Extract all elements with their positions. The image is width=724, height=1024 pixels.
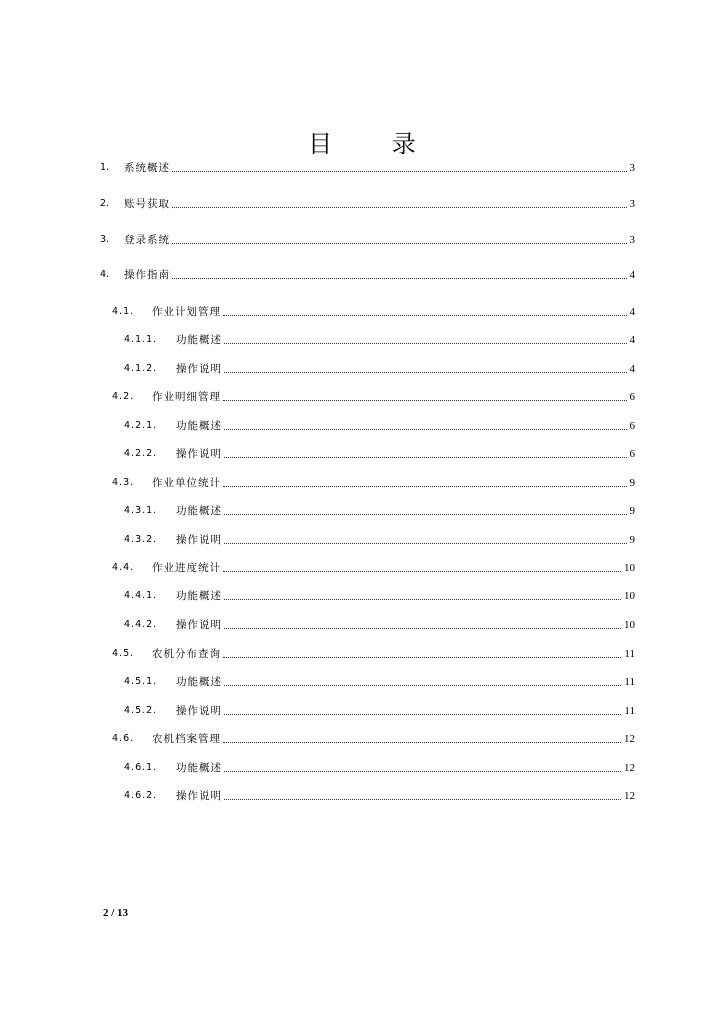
toc-entry-title[interactable]: 功能概述 [176, 334, 222, 346]
toc-entry-number: 4.3.1. [124, 505, 158, 516]
toc-dot-leader [224, 514, 627, 515]
toc-entry-page-number[interactable]: 11 [624, 705, 635, 717]
toc-entry-number: 4.1. [112, 306, 135, 317]
toc-dot-leader [224, 372, 627, 373]
toc-entry-number: 4.3. [112, 477, 135, 488]
toc-entry-page-number[interactable]: 6 [629, 420, 635, 432]
toc-entry-title[interactable]: 作业明细管理 [152, 391, 221, 403]
toc-dot-leader [223, 657, 621, 658]
toc-dot-leader [223, 400, 627, 401]
toc-entry-page-number[interactable]: 4 [629, 306, 635, 318]
toc-entry-title[interactable]: 功能概述 [176, 505, 222, 517]
toc-entry-number: 4.5.1. [124, 676, 158, 687]
toc-entry-page-number[interactable]: 6 [629, 448, 635, 460]
toc-entry-title[interactable]: 操作指南 [124, 269, 170, 281]
toc-entry[interactable] [124, 360, 635, 376]
toc-entry-page-number[interactable]: 12 [624, 733, 635, 745]
toc-entry-page-number[interactable]: 11 [624, 648, 635, 660]
toc-entry[interactable] [100, 195, 635, 211]
toc-entry-page-number[interactable]: 10 [624, 590, 635, 602]
toc-entry-page-number[interactable]: 9 [629, 534, 635, 546]
toc-dot-leader [224, 685, 621, 686]
toc-entry-number: 4.6.1. [124, 762, 158, 773]
toc-entry[interactable] [124, 759, 635, 775]
toc-entry[interactable] [100, 231, 635, 247]
toc-entry[interactable] [124, 417, 635, 433]
toc-dot-leader [172, 207, 627, 208]
toc-entry[interactable] [112, 730, 635, 746]
toc-dot-leader [172, 243, 627, 244]
toc-entry-title[interactable]: 功能概述 [176, 676, 222, 688]
toc-entry-page-number[interactable]: 4 [629, 363, 635, 375]
toc-dot-leader [172, 171, 627, 172]
toc-entry[interactable] [124, 331, 635, 347]
toc-entry-title[interactable]: 农机分布查询 [152, 648, 221, 660]
toc-dot-leader [172, 278, 627, 279]
toc-entry-title[interactable]: 功能概述 [176, 762, 222, 774]
toc-entry-page-number[interactable]: 6 [629, 391, 635, 403]
toc-entry-page-number[interactable]: 3 [629, 162, 635, 174]
toc-entry-title[interactable]: 作业计划管理 [152, 306, 221, 318]
toc-entry-number: 4.5. [112, 648, 135, 659]
toc-entry-number: 4.3.2. [124, 534, 158, 545]
toc-entry-title[interactable]: 作业单位统计 [152, 477, 221, 489]
toc-entry-number: 4.4.2. [124, 619, 158, 630]
toc-entry-number: 4.4. [112, 562, 135, 573]
toc-entry-page-number[interactable]: 9 [629, 477, 635, 489]
toc-entry-number: 4.2. [112, 391, 135, 402]
toc-entry-title[interactable]: 功能概述 [176, 590, 222, 602]
toc-title: 目 录 [308, 130, 442, 159]
toc-entry[interactable] [124, 445, 635, 461]
toc-dot-leader [224, 771, 621, 772]
toc-entry-title[interactable]: 作业进度统计 [152, 562, 221, 574]
toc-entry-page-number[interactable]: 4 [629, 334, 635, 346]
toc-dot-leader [224, 457, 627, 458]
toc-entry[interactable] [124, 502, 635, 518]
toc-entry-number: 4.2.1. [124, 420, 158, 431]
toc-entry[interactable] [124, 531, 635, 547]
toc-dot-leader [223, 742, 621, 743]
toc-entry-title[interactable]: 操作说明 [176, 705, 222, 717]
toc-entry-number: 4. [100, 269, 110, 280]
toc-entry[interactable] [124, 616, 635, 632]
toc-entry-number: 4.6. [112, 733, 135, 744]
toc-dot-leader [223, 315, 627, 316]
toc-entry-number: 3. [100, 234, 110, 245]
toc-entry-title[interactable]: 操作说明 [176, 790, 222, 802]
toc-entry[interactable] [100, 159, 635, 175]
toc-dot-leader [224, 599, 621, 600]
toc-entry-number: 4.5.2. [124, 705, 158, 716]
toc-entry-page-number[interactable]: 11 [624, 676, 635, 688]
toc-entry-title[interactable]: 操作说明 [176, 619, 222, 631]
toc-entry[interactable] [112, 303, 635, 319]
toc-entry-number: 4.6.2. [124, 790, 158, 801]
toc-entry-page-number[interactable]: 10 [624, 562, 635, 574]
toc-entry-page-number[interactable]: 3 [629, 234, 635, 246]
toc-entry[interactable] [112, 559, 635, 575]
toc-entry-title[interactable]: 账号获取 [124, 198, 170, 210]
toc-dot-leader [223, 571, 621, 572]
toc-entry[interactable] [112, 474, 635, 490]
toc-dot-leader [223, 486, 627, 487]
toc-entry-title[interactable]: 系统概述 [124, 162, 170, 174]
toc-dot-leader [224, 543, 627, 544]
toc-entry[interactable] [100, 266, 635, 282]
toc-entry-title[interactable]: 登录系统 [124, 234, 170, 246]
toc-entry[interactable] [124, 587, 635, 603]
toc-entry-number: 2. [100, 198, 110, 209]
toc-entry[interactable] [112, 388, 635, 404]
toc-dot-leader [224, 714, 621, 715]
toc-entry-title[interactable]: 操作说明 [176, 448, 222, 460]
toc-entry-page-number[interactable]: 3 [629, 198, 635, 210]
toc-entry-page-number[interactable]: 4 [629, 269, 635, 281]
toc-entry-title[interactable]: 功能概述 [176, 420, 222, 432]
toc-dot-leader [224, 628, 621, 629]
toc-entry-title[interactable]: 农机档案管理 [152, 733, 221, 745]
toc-entry[interactable] [112, 645, 635, 661]
toc-entry-page-number[interactable]: 10 [624, 619, 635, 631]
toc-entry-title[interactable]: 操作说明 [176, 534, 222, 546]
toc-entry-number: 1. [100, 162, 110, 173]
toc-entry-number: 4.2.2. [124, 448, 158, 459]
toc-entry-page-number[interactable]: 12 [624, 762, 635, 774]
toc-entry[interactable] [124, 702, 635, 718]
toc-entry-page-number[interactable]: 9 [629, 505, 635, 517]
toc-dot-leader [224, 429, 627, 430]
toc-entry[interactable] [124, 787, 635, 803]
page-number-footer: 2 / 13 [103, 907, 129, 919]
toc-entry-title[interactable]: 操作说明 [176, 363, 222, 375]
toc-entry[interactable] [124, 673, 635, 689]
toc-dot-leader [224, 799, 621, 800]
toc-entry-number: 4.1.1. [124, 334, 158, 345]
toc-entry-number: 4.1.2. [124, 363, 158, 374]
toc-entry-number: 4.4.1. [124, 590, 158, 601]
toc-dot-leader [224, 343, 627, 344]
toc-entry-page-number[interactable]: 12 [624, 790, 635, 802]
